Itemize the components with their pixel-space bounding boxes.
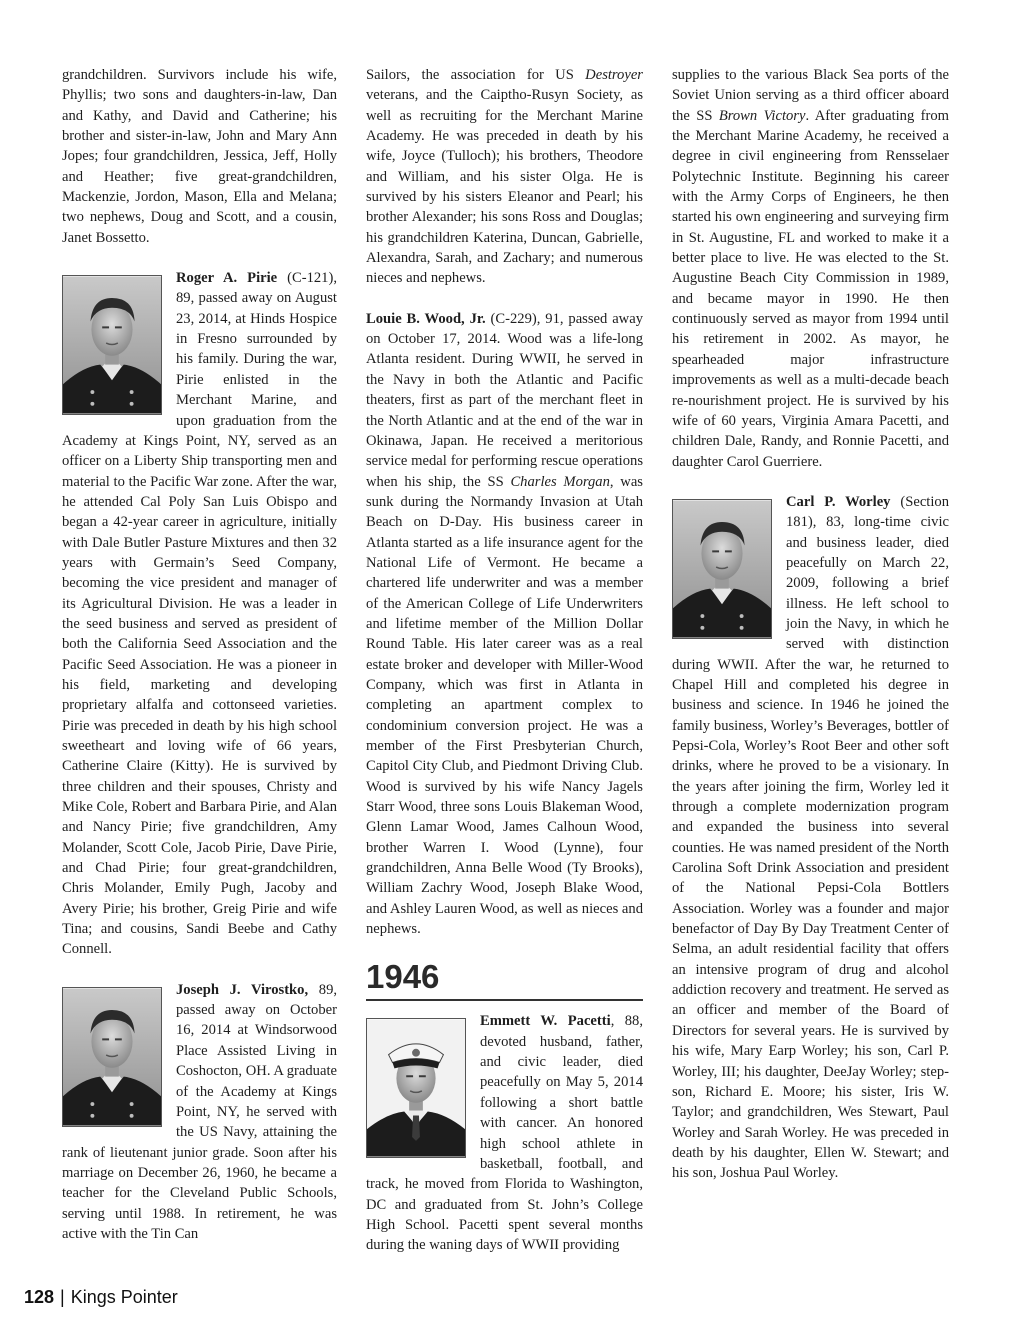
portrait-photo-pacetti [366, 1018, 466, 1158]
obituary-name-pirie: Roger A. Pirie [176, 270, 278, 287]
obituary-pacetti [366, 1011, 643, 1255]
obituary-pacetti-continuation: supplies to the various Black Sea ports of the Soviet Union serving as a third officer aboard the SS Brown Victory. After graduating from the Merchant Marine Academy, he received a degree in civil engineering from Rensselaer Polytechnic Institute. Beginning his career with the Army Corps of Engineers, he then started his own engineering and surveying firm in St. Augustine, FL and worked to make it a better place to live. He was elected to the St. Augustine Beach City Commission in 1989, and became mayor in 1990. He then continuously served as mayor from 1994 until his retirement in 2002. As mayor, he spearheaded major infrastructure improvements as well as a multi-decade beach re-nourishment project. He is survived by his wife of 60 years, Virginia Amara Pacetti, and children Dale, Randy, and Ronnie Pacetti, and daughter Carol Guerriere. [672, 67, 950, 470]
virostko-prev-obit-continuation: grandchildren. Survivors include his wife, Phyllis; two sons and daughters-in-law, Dan and Kathy, and David and Catherine; his brother and sister-in-law, John and Mary Ann Jopes; four grandchildren, Jessica, Jeff, Holly and Heather; five great-grandchildren, Mackenzie, Jordon, Mason, Ella and Melana; two nephews, Doug and Scott, and a cousin, Janet Bossetto. [62, 67, 337, 246]
column-3 [672, 65, 949, 1184]
obituary-virostko [62, 980, 337, 1244]
obituary-text-pirie: (C-121), 89, passed away on August 23, 2014, at Hinds Hospice in Fresno surrounded by his family. During the war, Pirie enlisted in the Merchant Marine, and upon graduation from the Academy at Kings Point, NY, served as an officer on a Liberty Ship transporting men and material to the Pacific War zone. After the war, he attended Cal Poly San Luis Obispo and began a 42-year career in agriculture, initially with Dale Butler Pasture Mixtures and then 32 years with Germain’s Seed Company, becoming the vice president and manager of its Agricultural Division. He was a leader in the seed business and served as president of both the California Seed Association and the Pacific Seed Association. He was a pioneer in his field, marketing and developing proprietary alfalfa and cottonseed varieties. Pirie was preceded in death by his high school sweetheart and loving wife of 66 years, Catherine Claire (Kitty). He is survived by three children and their spouses, Christy and Mike Cole, Robert and Barbara Pirie, and Alan and Nancy Pirie; five grandchildren, Amy Molander, Scott Cole, Jacob Pirie, Dave Pirie, and Chad Pirie; four great-grandchildren, Chris Molander, Emily Pugh, Jacoby and Avery Pirie; his brother, Greig Pirie and wife Tina; and cousins, Sandi Beebe and Cathy Connell. [62, 270, 337, 958]
obituary-wood: Louie B. Wood, Jr. (C-229), 91, passed away on October 17, 2014. Wood was a life-long Atlanta resident. During WWII, he served in the Navy in both the Atlantic and Pacific theaters, first as part of the merchant fleet in the North Atlantic and at the end of the war in Okinawa, Japan. He received a meritorious service medal for performing rescue operations when his ship, the SS Charles Morgan, was sunk during the Normandy Invasion at Utah Beach on D-Day. His business career in Atlanta started as a life insurance agent for the National Life of Vermont. He became a chartered life underwriter and was a member of the American College of Life Underwriters and lifetime member of the Million Dollar Round Table. His later career was as a real estate broker and developer with Miller-Wood Company, which was first in Atlanta in completing an apartment complex to condominium conversion project. He was a member of the First Presbyterian Church, Capitol City Club, and Piedmont Driving Club. Wood is survived by his wife Nancy Jagels Starr Wood, three sons Louis Blakeman Wood, Glenn Lamar Wood, James Calhoun Wood, brother Warren I. Wood (Lynne), four grandchildren, Anna Belle Wood (Ty Brooks), William Zachry Wood, Joseph Blake Wood, and Ashley Lauren Wood, as well as nieces and nephews. [366, 310, 643, 938]
obituary-pirie [62, 268, 337, 960]
column-2 [366, 65, 643, 1256]
obituary-name-wood: Louie B. Wood, Jr. [366, 310, 486, 327]
obituary-name-pacetti: Emmett W. Pacetti [480, 1013, 611, 1030]
class-year-heading: 1946 [366, 959, 643, 1001]
portrait-photo-worley [672, 499, 772, 639]
obituary-text-worley: (Section 181), 83, long-time civic and business leader, died peacefully on March 22, 2009, following a brief illness. He left school to join the Navy, in which he served with distinction during WWII. After the war, he returned to Chapel Hill and completed his degree in business and science. In 1946 he joined the family business, Worley’s Beverages, bottler of Pepsi-Cola, Worley’s Root Beer and other soft drinks, where he proved to be a visionary. In the years after joining the firm, Worley led it through a complete modernization program and expanded the business into several counties. He was named president of the North Carolina Soft Drink Association and president of the National Pepsi-Cola Bottlers Association. Worley was a founder and major benefactor of Day By Day Treatment Center of Selma, an adult residential facility that offers an intensive program of drug and alcohol addiction recovery and treatment. He served as an officer and member of the Board of Directors for several years. He is survived by his wife, Mary Earp Worley; his son, Carl P. Worley, III; his daughter, DeeJay Worley; step-son, Richard E. Moore; his sister, Iris W. Taylor; and grandchildren, Wes Stewart, Paul Worley and Sarah Worley. He was preceded in death by his daughter, Ellen W. Stewart; and his son, Joshua Paul Worley. [672, 493, 949, 1182]
obituary-worley [672, 492, 949, 1184]
obituary-name-virostko: Joseph J. Virostko, [176, 981, 309, 998]
obituary-virostko-continuation: Sailors, the association for US Destroyer veterans, and the Caiptho-Rusyn Society, as well as recruiting for the Merchant Marine Academy. He was preceded in death by his wife, Joyce (Tulloch); his brothers, Theodore and William, and his sister Olga. He is survived by his sisters Eleanor and Pearl; his brother Alexander; his sons Ross and Douglas; his grandchildren Katerina, Duncan, Gabrielle, Alexandra, Sarah, and Zachary; and numerous nieces and nephews. [366, 67, 643, 287]
page-footer [24, 1287, 178, 1308]
publication-name: Kings Pointer [70, 1287, 178, 1307]
footer-separator: | [60, 1287, 65, 1307]
obituary-text-pacetti: , 88, devoted husband, father, and civic leader, died peacefully on May 5, 2014 following a short battle with cancer. An honored high school athlete in basketball, football, and track, he moved from Florida to Washington, DC and graduated from St. John’s College High School. Pacetti spent several months during the waning days of WWII providing [366, 1013, 644, 1254]
portrait-photo-virostko [62, 987, 162, 1127]
page-number: 128 [24, 1287, 55, 1307]
column-1 [62, 65, 337, 1244]
portrait-photo-pirie [62, 275, 162, 415]
obituary-name-worley: Carl P. Worley [786, 493, 891, 510]
obituary-text-virostko: 89, passed away on October 16, 2014 at Windsorwood Place Assisted Living in Coshocton, OH. A graduate of the Academy at Kings Point, NY, he served with the US Navy, attaining the rank of lieutenant junior grade. Soon after his marriage on December 26, 1960, he became a teacher for the Cleveland Public Schools, serving until 1988. In retirement, he was active with the Tin Can [62, 981, 338, 1242]
